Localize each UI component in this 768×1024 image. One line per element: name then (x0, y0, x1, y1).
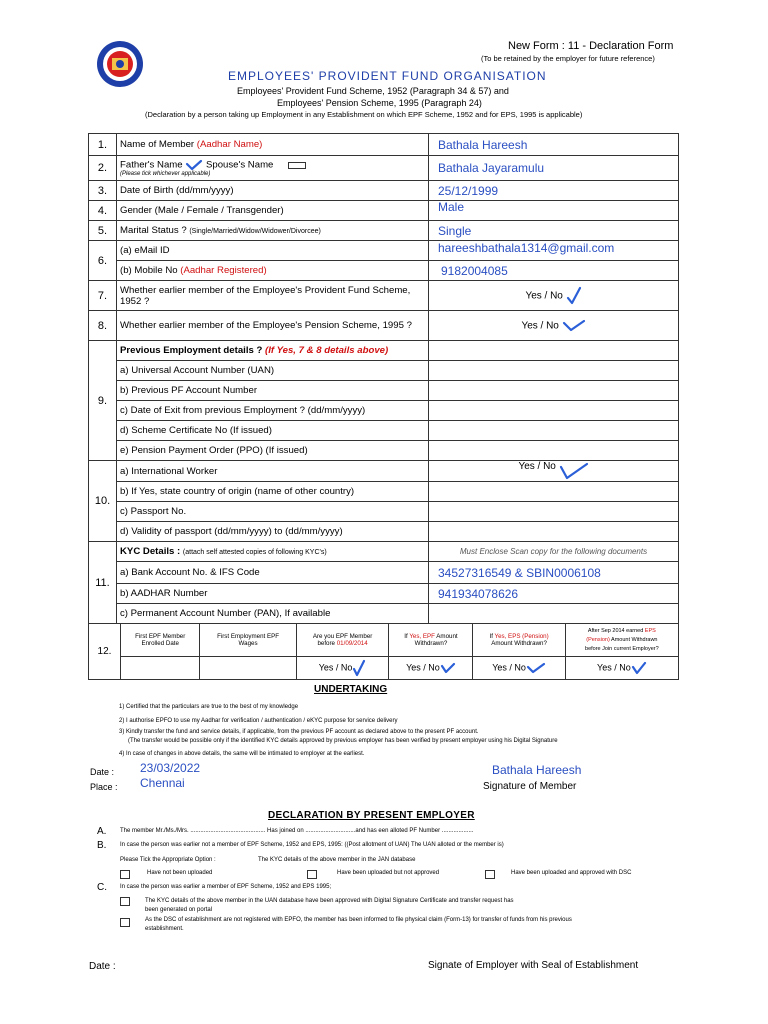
bank-account-value[interactable]: 34527316549 & SBIN0006108 (429, 562, 679, 584)
dsc-not-registered-checkbox[interactable] (120, 918, 130, 927)
not-uploaded-label: Have not been uploaded (147, 870, 213, 876)
section-b-text: In case the person was earlier not a member of EPF Scheme, 1952 and EPS, 1995: ((Post allotment of UAN) The UAN alloted or the member is) (120, 842, 504, 848)
scheme-cert-value[interactable] (429, 421, 679, 441)
declaration-note: (Declaration by a person taking up Employment in any Establishment on which EPF Scheme, 1952 and for EPS, 1995 is applicable) (145, 110, 583, 119)
member-signature-label: Signature of Member (483, 781, 577, 792)
row-5 (89, 221, 679, 241)
row-9-title (89, 341, 679, 361)
row-11-title (89, 542, 679, 562)
email-label: (a) eMail ID (117, 241, 429, 261)
row-8 (89, 311, 679, 341)
uploaded-not-approved-checkbox[interactable] (307, 870, 317, 879)
col-wages: First Employment EPF Wages (200, 624, 296, 657)
col-epf-withdrawn: If Yes, EPF Amount Withdrawn? (389, 624, 473, 657)
tick-mark-icon (566, 286, 582, 306)
row-11b (89, 584, 679, 604)
tick-mark-icon (631, 661, 647, 675)
uploaded-approved-label: Have been uploaded and approved with DSC (511, 870, 632, 876)
tick-mark-icon (440, 662, 456, 674)
passport-label: c) Passport No. (117, 502, 429, 522)
row-number: 7. (89, 281, 117, 311)
row-number: 10. (89, 461, 117, 542)
uan-label: a) Universal Account Number (UAN) (117, 361, 429, 381)
prev-pf-label: b) Previous PF Account Number (117, 381, 429, 401)
name-value[interactable]: Bathala Hareesh (429, 134, 679, 156)
undertaking-title: UNDERTAKING (314, 684, 388, 695)
row-1 (89, 134, 679, 156)
gender-value[interactable]: Male (429, 201, 679, 221)
scheme-line-1: Employees' Provident Fund Scheme, 1952 (Paragraph 34 & 57) and (237, 86, 509, 96)
father-spouse-label: Father's Name Spouse's Name (Please tick whichever applicable) (117, 156, 429, 181)
bank-account-label: a) Bank Account No. & IFS Code (117, 562, 429, 584)
wages-value[interactable] (200, 657, 296, 680)
date-label: Date : (90, 767, 115, 777)
name-label: Name of Member (Aadhar Name) (117, 134, 429, 156)
col-after-sep-2014: After Sep 2014 earned EPS (Pension) Amount Withdrawn before Join current Employer? (565, 624, 678, 657)
tick-mark-icon (559, 461, 589, 481)
row-9e (89, 441, 679, 461)
email-value[interactable]: hareeshbathala1314@gmail.com (429, 241, 679, 261)
row-11c (89, 604, 679, 624)
kyc-title: KYC Details : (attach self attested copies of following KYC's) (117, 542, 429, 562)
exit-date-value[interactable] (429, 401, 679, 421)
uploaded-not-approved-label: Have been uploaded but not approved (337, 870, 440, 876)
marital-status-label: Marital Status ? (Single/Married/Widow/Widower/Divorcee) (117, 221, 429, 241)
undertaking-item: 3) Kindly transfer the fund and service details, if applicable, from the previous PF account as declared above to the present PF account. (119, 729, 479, 735)
kyc-approved-label: The KYC details of the above member in the UAN database have been approved with Digital Signature Certificate and transfer request has been generated on portal (145, 898, 514, 913)
withdrawal-table (88, 623, 679, 680)
retain-note: (To be retained by the employer for future reference) (481, 54, 655, 63)
undertaking-item: (The transfer would be possible only if the identified KYC details approved by previous employer has been verified by present employer using his Digital Signature (128, 737, 558, 744)
passport-value[interactable] (429, 502, 679, 522)
dsc-not-registered-label: As the DSC of establishment are not registered with EPFO, the member has been informed to file physical claim (Form-13) for transfer of funds from his previous establishment. (145, 917, 572, 932)
uploaded-approved-checkbox[interactable] (485, 870, 495, 879)
form-title: New Form : 11 - Declaration Form (508, 40, 674, 52)
kyc-jan-label: The KYC details of the above member in the JAN database (258, 857, 416, 863)
passport-validity-value[interactable] (429, 522, 679, 542)
row-7 (89, 281, 679, 311)
epf-member-value[interactable]: Yes / No (429, 281, 679, 311)
kyc-approved-checkbox[interactable] (120, 897, 130, 906)
row-11a (89, 562, 679, 584)
aadhar-label: b) AADHAR Number (117, 584, 429, 604)
dob-value[interactable]: 25/12/1999 (429, 181, 679, 201)
section-a-label: A. (97, 826, 107, 837)
row-number: 9. (89, 341, 117, 461)
row-number: 5. (89, 221, 117, 241)
row-number: 1. (89, 134, 117, 156)
row-number: 3. (89, 181, 117, 201)
mobile-label: (b) Mobile No (Aadhar Registered) (117, 261, 429, 281)
row-9a (89, 361, 679, 381)
undertaking-item: 4) In case of changes in above details, the same will be intimated to employer at the earliest. (119, 751, 365, 757)
row-number: 8. (89, 311, 117, 341)
aadhar-value[interactable]: 941934078626 (429, 584, 679, 604)
eps-member-label: Whether earlier member of the Employee's Pension Scheme, 1995 ? (117, 311, 429, 341)
uan-value[interactable] (429, 361, 679, 381)
ppo-value[interactable] (429, 441, 679, 461)
member-name: Bathala Hareesh (492, 763, 582, 777)
row-number: 2. (89, 156, 117, 181)
place-value[interactable]: Chennai (140, 776, 185, 790)
spouse-checkbox[interactable] (288, 162, 306, 169)
father-name-value[interactable]: Bathala Jayaramulu (429, 156, 679, 181)
enclose-note: Must Enclose Scan copy for the following documents (429, 542, 679, 562)
section-b-label: B. (97, 840, 107, 851)
col-enrolled-date: First EPF Member Enrolled Date (121, 624, 200, 657)
org-name: EMPLOYEES' PROVIDENT FUND ORGANISATION (228, 69, 547, 83)
eps-withdrawn-value[interactable]: Yes / No (473, 657, 565, 680)
dob-label: Date of Birth (dd/mm/yyyy) (117, 181, 429, 201)
row-9b (89, 381, 679, 401)
row-2 (89, 156, 679, 181)
scheme-cert-label: d) Scheme Certificate No (If issued) (117, 421, 429, 441)
international-worker-value[interactable]: Yes / No (429, 461, 679, 482)
row-6a (89, 241, 679, 261)
undertaking-list (119, 703, 679, 759)
enrolled-date-value[interactable] (121, 657, 200, 680)
employer-date-label: Date : (89, 961, 116, 972)
row-number: 4. (89, 201, 117, 221)
marital-status-value[interactable]: Single (429, 221, 679, 241)
row-9d (89, 421, 679, 441)
gender-label: Gender (Male / Female / Transgender) (117, 201, 429, 221)
epf-withdrawn-value[interactable]: Yes / No (389, 657, 473, 680)
row-4 (89, 201, 679, 221)
prev-pf-value[interactable] (429, 381, 679, 401)
eps-member-value[interactable]: Yes / No (429, 311, 679, 341)
epf-member-label: Whether earlier member of the Employee's Provident Fund Scheme, 1952 ? (117, 281, 429, 311)
col-eps-withdrawn: If Yes, EPS (Pension) Amount Withdrawn? (473, 624, 565, 657)
row-10b (89, 482, 679, 502)
row-9c (89, 401, 679, 421)
section-a-text: The member Mr./Ms./Mrs. ............................................. Has joined on ..............................and has een alloted PF Number ................... (120, 828, 474, 834)
section-c-text: In case the person was earlier a member of EPF Scheme, 1952 and EPS 1995; (120, 884, 332, 890)
row-number: 6. (89, 241, 117, 281)
employer-signature-label: Signate of Employer with Seal of Establishment (428, 960, 639, 971)
row-10c (89, 502, 679, 522)
row-number: 11. (89, 542, 117, 624)
tick-mark-icon (526, 662, 546, 674)
tick-mark-icon (562, 319, 586, 333)
ppo-label: e) Pension Payment Order (PPO) (If issued) (117, 441, 429, 461)
passport-validity-label: d) Validity of passport (dd/mm/yyyy) to (dd/mm/yyyy) (117, 522, 429, 542)
date-value[interactable]: 23/03/2022 (140, 761, 201, 775)
not-uploaded-checkbox[interactable] (120, 870, 130, 879)
pan-label: c) Permanent Account Number (PAN), If available (117, 604, 429, 624)
epf-member-before-value[interactable]: Yes / No (296, 657, 389, 680)
employer-declaration-title: DECLARATION BY PRESENT EMPLOYER (268, 810, 475, 821)
undertaking-item: 2) I authorise EPFO to use my Aadhar for verification / authentication / eKYC purpose for service delivery (119, 717, 398, 724)
mobile-value[interactable]: 9182004085 (429, 261, 679, 281)
tick-mark-icon (185, 159, 203, 171)
row-3 (89, 181, 679, 201)
international-worker-label: a) International Worker (117, 461, 429, 482)
tick-option-label: Please Tick the Appropriate Option : (120, 857, 216, 863)
previous-employment-title: Previous Employment details ? (If Yes, 7 & 8 details above) (117, 341, 429, 361)
section-c-label: C. (97, 882, 107, 893)
exit-date-label: c) Date of Exit from previous Employment ? (dd/mm/yyyy) (117, 401, 429, 421)
row-6b (89, 261, 679, 281)
row-10a (89, 461, 679, 482)
member-details-table (88, 133, 679, 624)
row-number: 12. (89, 624, 121, 680)
pan-value[interactable] (429, 604, 679, 624)
country-label: b) If Yes, state country of origin (name of other country) (117, 482, 429, 502)
after-sep-2014-value[interactable]: Yes / No (565, 657, 678, 680)
place-label: Place : (90, 782, 118, 792)
row-10d (89, 522, 679, 542)
country-value[interactable] (429, 482, 679, 502)
undertaking-item: 1) Certified that the particulars are true to the best of my knowledge (119, 704, 299, 710)
tick-mark-icon (352, 659, 366, 677)
tick-note: (Please tick whichever applicable) (120, 171, 211, 177)
epfo-seal-icon (96, 40, 144, 88)
col-epf-member-before: Are you EPF Member before 01/09/2014 (296, 624, 389, 657)
scheme-line-2: Employees' Pension Scheme, 1995 (Paragraph 24) (277, 98, 482, 108)
